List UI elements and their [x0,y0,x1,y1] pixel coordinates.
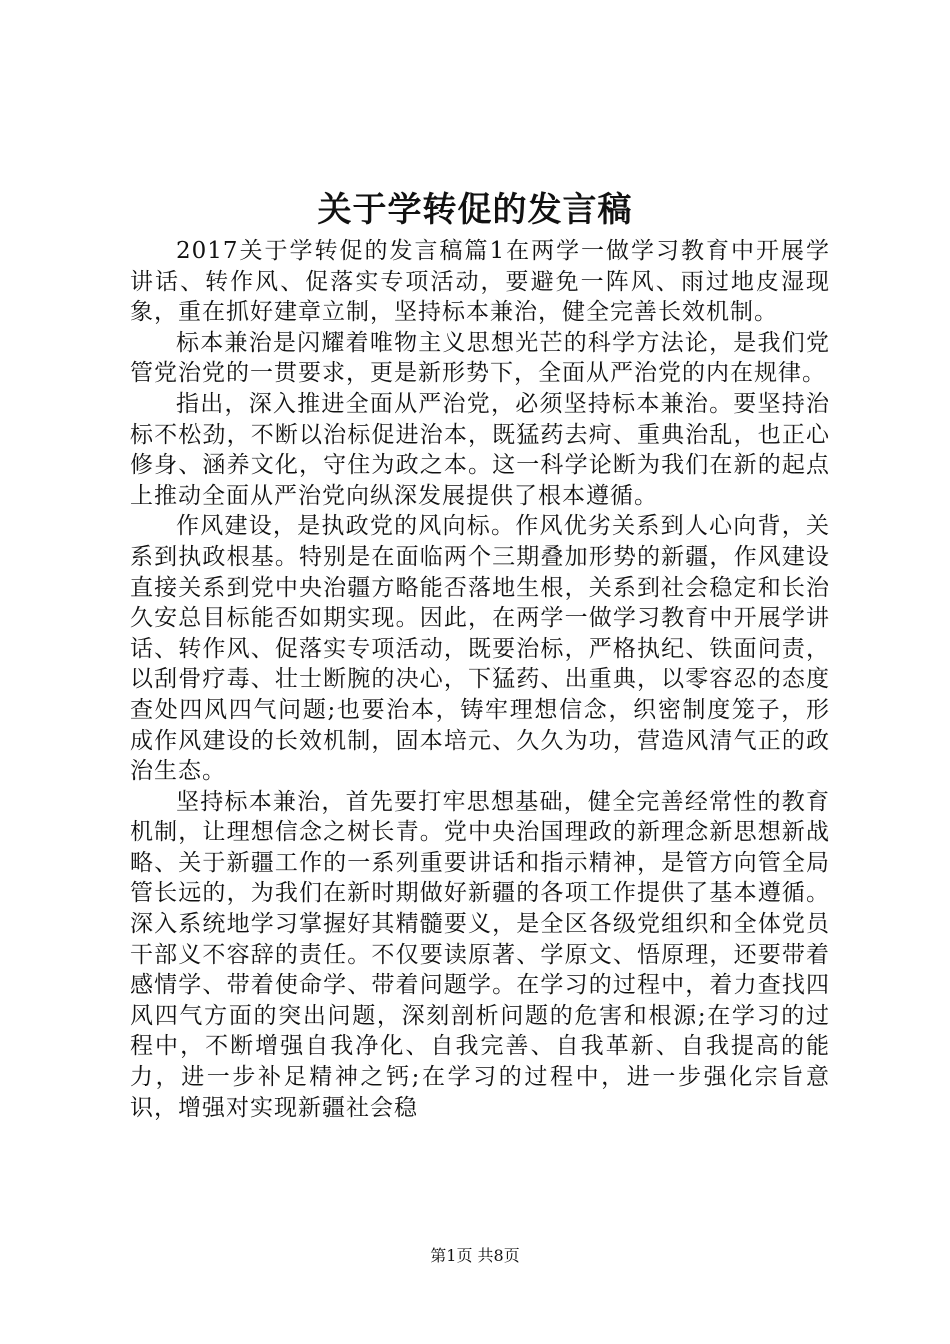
paragraph-4: 作风建设，是执政党的风向标。作风优劣关系到人心向背，关系到执政根基。特别是在面临两个三期叠加形势的新疆，作风建设直接关系到党中央治疆方略能否落地生根，关系到社会稳定和长治久安总目标能否如期实现。因此，在两学一做学习教育中开展学讲话、转作风、促落实专项活动，既要治标，严格执纪、铁面问责，以刮骨疗毒、壮士断腕的决心，下猛药、出重典，以零容忍的态度查处四风四气问题;也要治本，铸牢理想信念，织密制度笼子，形成作风建设的长效机制，固本培元、久久为功，营造风清气正的政治生态。 [130,513,830,785]
paragraph-2: 标本兼治是闪耀着唯物主义思想光芒的科学方法论，是我们党管党治党的一贯要求，更是新形势下，全面从严治党的内在规律。 [130,329,830,387]
paragraph-1: 2017关于学转促的发言稿篇1在两学一做学习教育中开展学讲话、转作风、促落实专项活动，要避免一阵风、雨过地皮湿现象，重在抓好建章立制，坚持标本兼治，健全完善长效机制。 [130,238,830,326]
document-body [130,236,830,1123]
document-title: 关于学转促的发言稿 [317,190,633,230]
paragraph-3: 指出，深入推进全面从严治党，必须坚持标本兼治。要坚持治标不松劲，不断以治标促进治本，既猛药去疴、重典治乱，也正心修身、涵养文化，守住为政之本。这一科学论断为我们在新的起点上推动全面从严治党向纵深发展提供了根本遵循。 [130,390,830,509]
page-number-footer: 第1页 共8页 [430,1246,520,1265]
paragraph-5: 坚持标本兼治，首先要打牢思想基础，健全完善经常性的教育机制，让理想信念之树长青。党中央治国理政的新理念新思想新战略、关于新疆工作的一系列重要讲话和指示精神，是管方向管全局管长远的，为我们在新时期做好新疆的各项工作提供了基本遵循。深入系统地学习掌握好其精髓要义，是全区各级党组织和全体党员干部义不容辞的责任。不仅要读原著、学原文、悟原理，还要带着感情学、带着使命学、带着问题学。在学习的过程中，着力查找四风四气方面的突出问题，深刻剖析问题的危害和根源;在学习的过程中，不断增强自我净化、自我完善、自我革新、自我提高的能力，进一步补足精神之钙;在学习的过程中，进一步强化宗旨意识，增强对实现新疆社会稳 [130,788,830,1121]
